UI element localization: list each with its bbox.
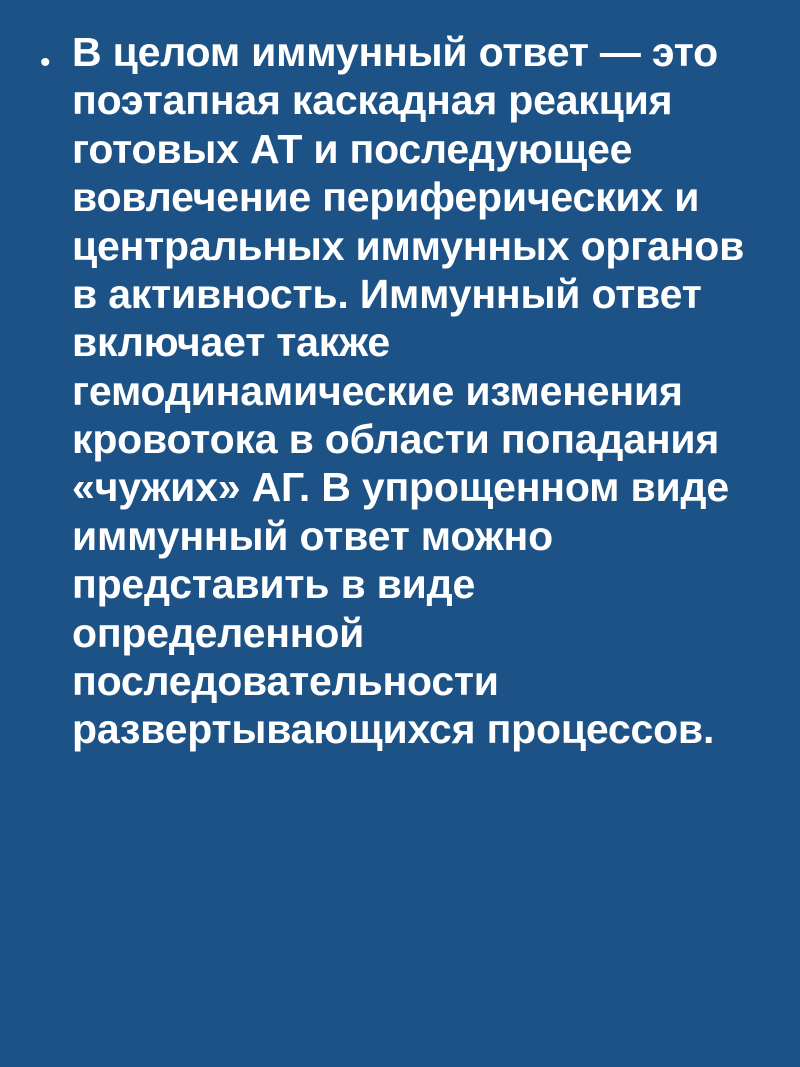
bullet-text: В целом иммунный ответ — это поэтапная каскадная реакция готовых АТ и последующее вовлечение периферических и центральных иммунных органов в активность. Иммунный ответ включает также гемодинамические изменения кровотока в области попадания «чужих» АГ. В упрощенном виде иммунный ответ можно представить в виде определенной последовательности развертывающихся процессов.: [72, 29, 745, 753]
bullet-point-icon: •: [40, 46, 51, 79]
list-item: [40, 28, 760, 754]
